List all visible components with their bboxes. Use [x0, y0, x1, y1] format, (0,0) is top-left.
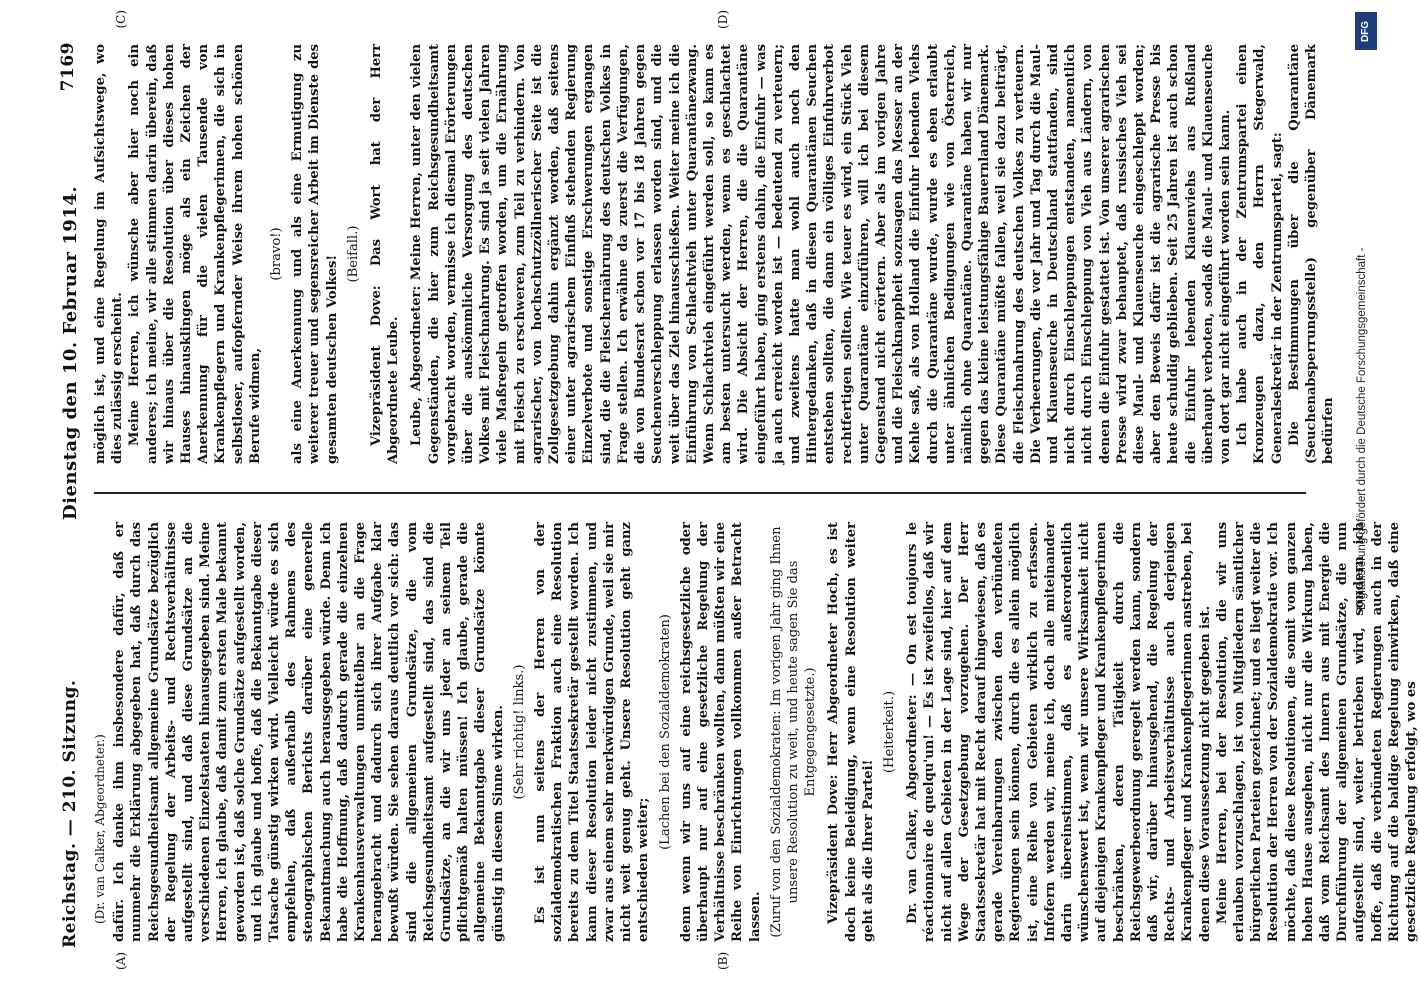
- paragraph: Vizepräsident Dove: Das Wort hat der Herr Abgeordnete Leube.: [369, 44, 402, 464]
- speaker-heading: (Dr. van Calker, Abgeordneter.): [93, 734, 107, 924]
- paragraph: dafür. Ich danke ihm insbesondere dafür, daß er nunmehr die Erklärung abgegeben hat, daß durch das Reichsgesundheitsamt allgemeine Grundsätze bezüglich der Regelung der Arbeits- und Rechtsverhältnisse aufgestellt sind, und daß diese Grundsätze an die verschiedenen Einzelstaaten hinausgegeben sind. Meine Herren, ich glaube, daß damit zum ersten Male bekannt geworden ist, daß solche Grundsätze aufgestellt worden, und ich glaube und hoffe, daß die Bekanntgabe dieser Tatsache günstig wirken wird. Vielleicht würde es sich empfehlen, daß außerhalb des Rahmens des stenographischen Berichts darüber eine generelle Bekanntmachung auch herausgegeben würde. Denn ich habe die Hoffnung, daß dadurch gerade die einzelnen Krankenhausverwaltungen unmittelbar an die Frage herangebracht und dadurch sich ihrer Aufgabe klar bewußt würden. Sie sehen daraus deutlich vor sich: das sind die allgemeinen Grundsätze, die vom Reichsgesundheitsamt aufgestellt sind, das sind die Grundsätze, an die wir uns jeder an seinem Teil pflichtgemäß halten müssen! Ich glaube, gerade die allgemeine Bekanntgabe dieser Grundsätze könnte günstig in diesem Sinne wirken.: [112, 522, 506, 942]
- interjection: (Sehr richtig! links.): [511, 664, 527, 800]
- margin-mark-c: (C): [114, 10, 128, 29]
- interjection: (Lachen bei den Sozialdemokraten): [657, 614, 673, 850]
- page-header: [48, 32, 81, 972]
- interjection: (Heiterkeit.): [881, 690, 897, 774]
- paragraph: möglich ist, und eine Regelung im Aufsichtswege, wo dies zulässig erscheint.: [93, 44, 126, 464]
- paragraph: Meine Herren, ich wünsche aber hier noch ein anderes; ich meine, wir alle stimmen darin überein, daß wir hinaus über die Resolution über dieses hohen Hauses hinausklingen möge als ein Zeichen der Anerkennung für die vielen Tausende von Krankenpflegern und Krankenpflegerinnen, die sich in selbstloser, aufopfernder Weise ihrem hohen schönen Berufe widmen,: [127, 44, 263, 464]
- left-column: [92, 522, 1420, 942]
- interjection: (bravo!): [269, 227, 285, 281]
- paragraph: Ich habe auch in der Zentrumspartei einen Kronzeugen dazu, den Herrn Stegerwald, Generalsekretär in der Zentrumspartei, sagt:: [1235, 44, 1285, 464]
- paragraph: Meine Herren, bei der Resolution, die wir uns erlauben vorzuschlagen, ist von Mitgliedern sämtlicher bürgerlichen Parteien gezeichnet; und es liegt weiter die Resolution der Herren von der Sozialdemokratie vor. Ich möchte, daß diese Resolutionen, die somit vom ganzen hohen Hause ausgehen, nicht nur die Wirkung haben, daß vom Reichsamt des Innern aus mit Energie die Durchführung der allgemeinen Grundsätze, die nun aufgestellt sind, weiter betrieben wird, sondern ich hoffe, daß die verbündeten Regierungen auch in der Richtung auf die baldige Regelung einwirken, daß eine gesetzliche Regelung erfolgt, wo es: [1214, 522, 1420, 942]
- paragraph: als eine Anerkennung und als eine Ermutigung zu weiterer treuer und segensreicher Arbeit im Dienste des gesamten deutschen Volkes!: [290, 44, 340, 464]
- running-head-date: Dienstag den 10. Februar 1914.: [60, 185, 81, 520]
- paragraph: denn wenn wir uns auf eine reichsgesetzliche oder überhaupt nur auf eine gesetzliche Regelung der Verhältnisse beschränken wollten, dann müßten wir eine Reihe von Einrichtungen vollkommen außer Betracht lassen.: [678, 522, 763, 942]
- right-column: [92, 44, 1337, 464]
- digitization-credit-text: Digitalisierung gefördert durch die Deutsche Forschungsgemeinschaft -: [1356, 247, 1368, 610]
- quotation: Die Bestimmungen über die Quarantäne (Seuchenabsperrungsstelle) gegenüber Dänemark bedürfen: [1286, 44, 1337, 464]
- margin-mark-b: (B): [716, 951, 730, 970]
- page-number: 7169: [58, 42, 78, 92]
- margin-mark-d: (D): [716, 10, 730, 29]
- column-divider: [94, 492, 1306, 494]
- paragraph: Vizepräsident Dove: Herr Abgeordneter Hoch, es ist doch keine Beleidigung, wenn eine Resolution weiter geht als die Ihrer Partei!: [826, 522, 876, 942]
- paragraph: Es ist nun seitens der Herren von der sozialdemokratischen Fraktion auch eine Resolution bereits zu dem Titel Staatssekretär gestellt worden. Ich kann dieser Resolution leider nicht zustimmen, und zwar aus einem sehr merkwürdigen Grunde, weil sie mir nicht weit genug geht. Unsere Resolution geht ganz entschieden weiter;: [533, 522, 652, 942]
- interjection: (Zuruf von den Sozialdemokraten: Im vorigen Jahr ging Ihnen unsere Resolution zu weit, und heute sagen Sie das Entgegengesetzte.): [768, 526, 819, 938]
- margin-mark-a: (A): [114, 951, 128, 970]
- paragraph: Dr. van Calker, Abgeordneter: — On est toujours le réactionnaire de quelqu'un! — Es ist zweifellos, daß wir nicht auf allen Gebieten in der Lage sind, hier auf dem Wege der Gesetzgebung vorzugehen. Der Herr Staatssekretär hat mit Recht darauf hingewiesen, daß es gerade Vereinbarungen zwischen den verbündeten Regierungen sein können, durch die es allein möglich ist, eine Reihe von Gebieten wirklich zu erfassen. Infofern werden wir, meine ich, doch alle miteinander darin übereinstimmen, daß es außerordentlich wünschenswert ist, wenn wir unsere Wirksamkeit nicht auf diejenigen Krankenpfleger und Krankenpflegerinnen beschränken, deren Tätigkeit durch die Reichsgewerbeordnung geregelt werden kann, sondern daß wir, darüber hinausgehend, die Regelung der Rechts- und Arbeitsverhältnisse auch derjenigen Krankenpfleger und Krankenpflegerinnen anstreben, bei denen diese Voraussetzung nicht gegeben ist.: [905, 522, 1213, 942]
- paragraph: Leube, Abgeordneter: Meine Herren, unter den vielen Gegenständen, die hier zum Reichsgesundheitsamt vorgebracht worden, vermisse ich diesmal Erörterungen über die auskömmliche Versorgung des deutschen Volkes mit Fleischnahrung. Es sind ja seit vielen Jahren viele Maßregeln getroffen worden, um die Ernährung mit Fleisch zu erschweren, zum Teil zu verhindern. Von agrarischer, von hochschutzzöllnerischer Seite ist die Zollgesetzgebung dahin ergänzt worden, daß seitens einer unter agrarischem Einfluß stehenden Regierung Einzelverbote und sonstige Erschwerungen ergangen sind, die die Fleischernährung des deutschen Volkes in Frage stellen. Ich erwähne da zuerst die Verfügungen, die von Bundesrat schon vor 17 bis 18 Jahren gegen Seuchenverschleppung erlassen worden sind, und die weit über das Ziel hinausschießen. Weiter meine ich die Einführung von Schlachtvieh unter Quarantänezwang. Wenn Schlachtvieh eingeführt werden soll, so kann es am besten untersucht werden, wenn es geschlachtet wird. Die Absicht der Herren, die die Quarantäne eingeführt haben, ging erstens dahin, die Einfuhr — was ja auch erreicht worden ist — bedeutend zu verteuern; und zweitens hatte man wohl auch noch den Hintergedanken, daß in diesen Quarantänen Seuchen entstehen sollten, die dann ein völliges Einfuhrverbot rechtfertigen sollten. Wie teuer es wird, ein Stück Vieh unter Quarantäne einzuführen, will ich bei diesem Gegenstand nicht erörtern. Aber als im vorigen Jahre und die Fleischknappheit sozusagen das Messer an der Kehle saß, als von Holland die Einfuhr lebenden Viehs durch die Quarantäne wurde, wurde es eben erlaubt unter ähnlichen Bedingungen wie von Österreich, nämlich ohne Quarantäne. Quarantäne haben wir nur gegen das kleine leistungsfähige Bauernland Dänemark. Diese Quarantäne müßte fallen, weil sie dazu beiträgt, die Fleischnahrung des deutschen Volkes zu verteuern. Die Verheerungen, die vor Jahr und Tag durch die Maul- und Klauenseuche in Deutschland stattfanden, sind nicht durch Einschleppungen entstanden, namentlich nicht durch Einschleppung von Vieh aus Ländern, von denen die Einfuhr gestattet ist. Von unserer agrarischen Presse wird zwar behauptet, daß russisches Vieh sei diese Maul- und Klauenseuche eingeschleppt worden; aber den Beweis dafür ist die agrarische Presse bis heute schuldig geblieben. Seit 25 Jahren ist auch schon die Einfuhr lebenden Klauenviehs aus Rußland überhaupt verboten, sodaß die Maul- und Klauenseuche von dort gar nicht eingeführt worden sein kann.: [409, 44, 1233, 464]
- interjection: (Beifall.): [345, 225, 361, 283]
- digitization-credit: [1352, 10, 1380, 990]
- dfg-logo: DFG: [1355, 12, 1377, 50]
- running-head-left: Reichstag. — 210. Sitzung.: [60, 679, 80, 948]
